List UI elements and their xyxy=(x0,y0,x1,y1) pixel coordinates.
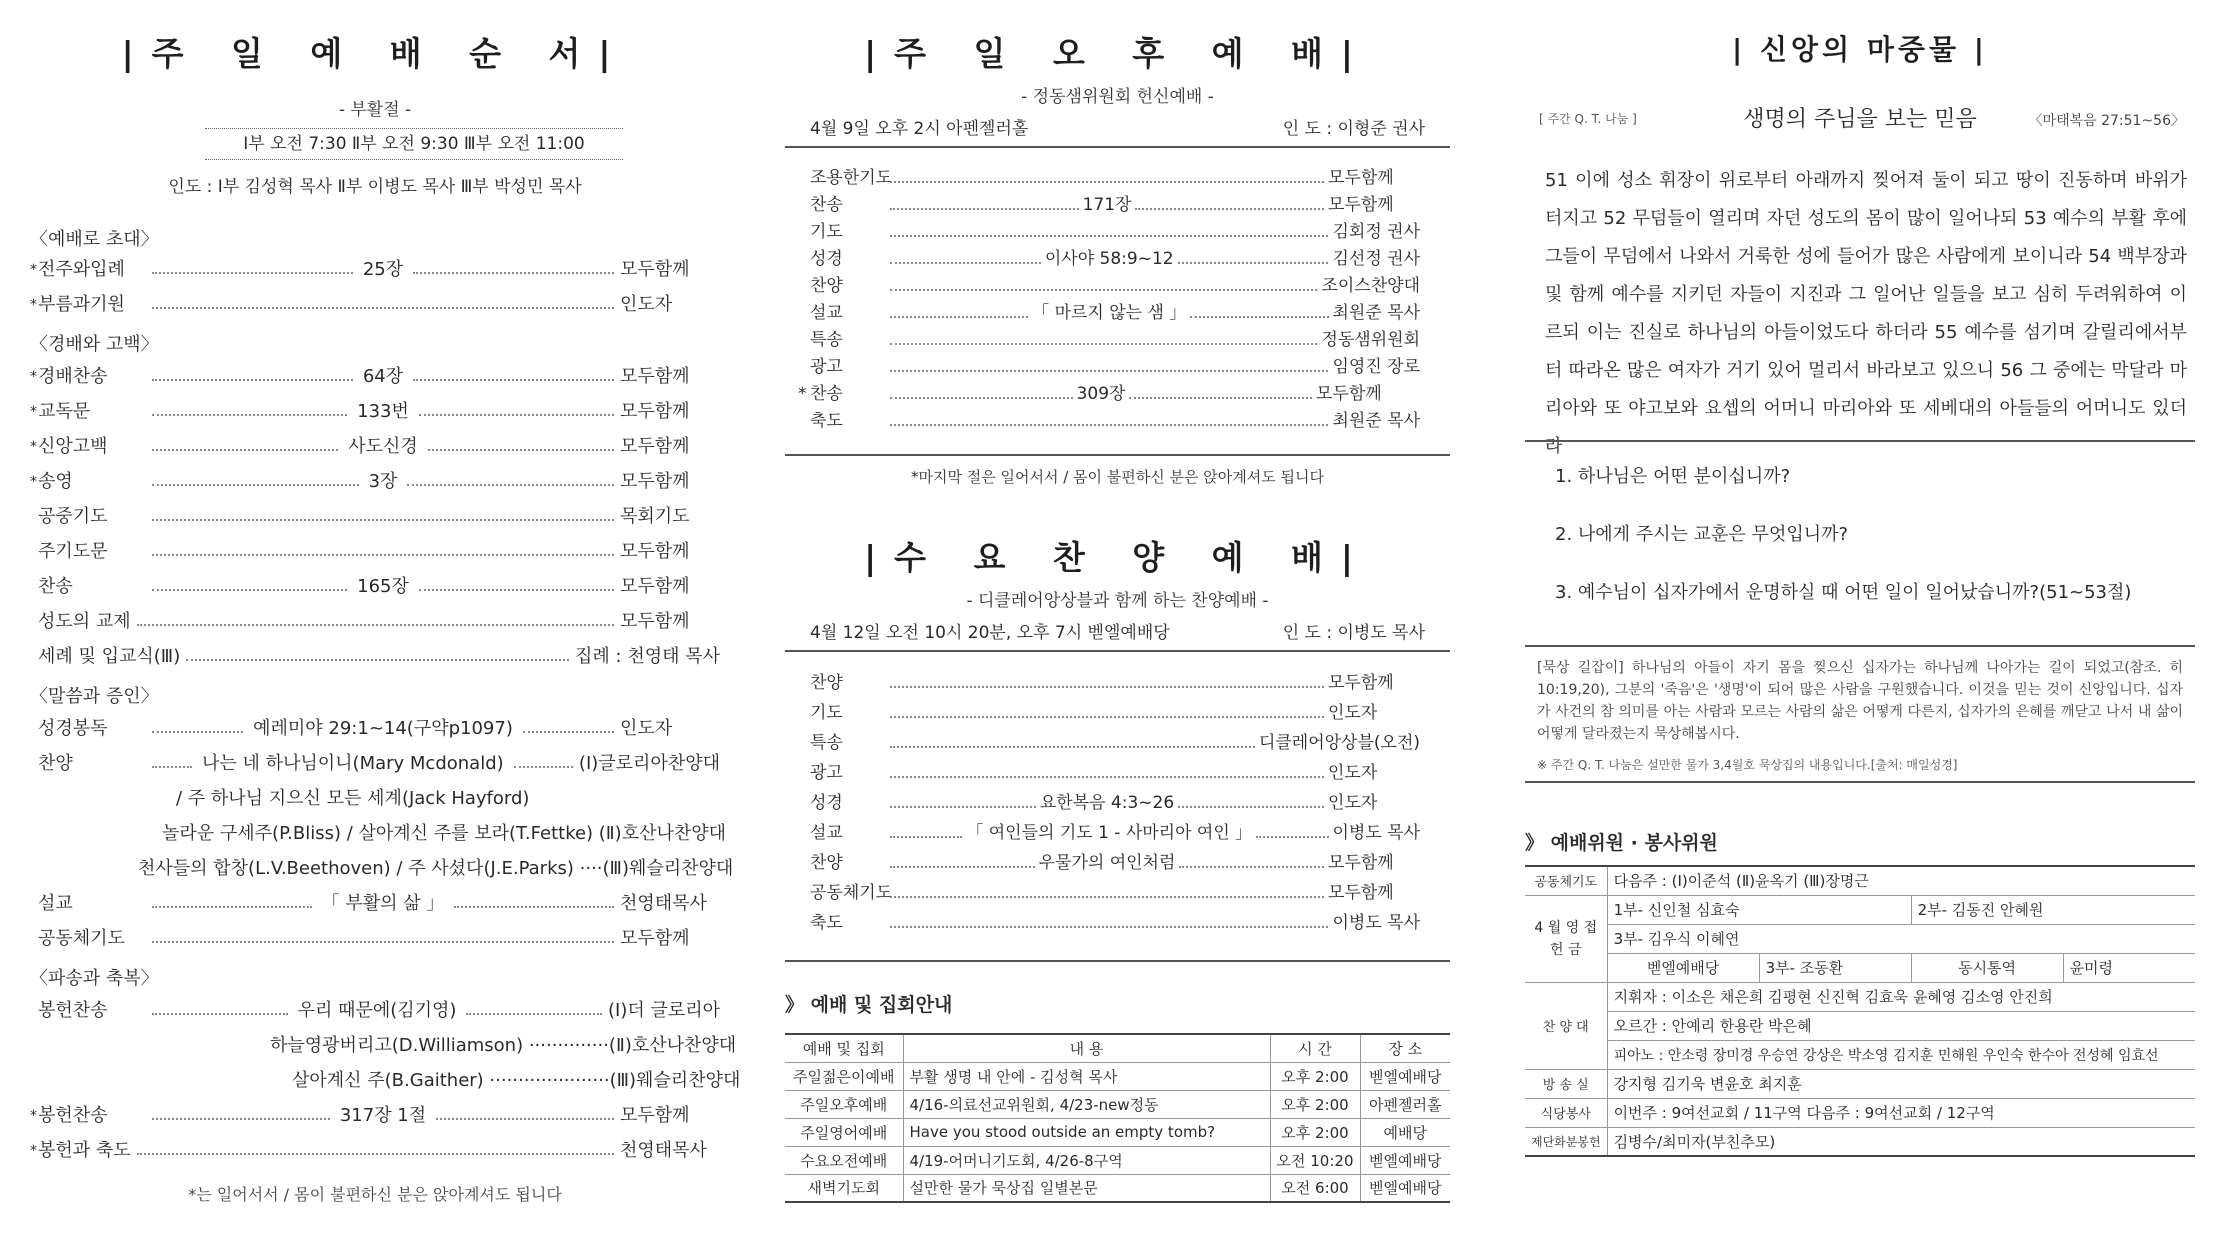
order-name: 봉헌과 축도 xyxy=(38,1140,131,1161)
table-cell: 3부- 김우식 이혜연 xyxy=(1607,924,2195,953)
order-row xyxy=(810,790,1420,817)
order-name: 기도 xyxy=(810,703,843,723)
row-label: 공동체기도 xyxy=(1525,866,1607,895)
notice-heading: 》 예배 및 집회안내 xyxy=(785,994,953,1016)
table-cell: 1부- 신인철 심효숙 xyxy=(1607,895,1911,924)
order-row xyxy=(30,502,720,532)
order-name: 주기도문 xyxy=(38,541,108,562)
order-name: 찬양 xyxy=(810,673,843,693)
order-person: 모두함께 xyxy=(620,611,690,632)
order-row xyxy=(810,850,1420,877)
service-leaders: 인도 : Ⅰ부 김성혁 목사 Ⅱ부 이병도 목사 Ⅲ부 박성민 목사 xyxy=(168,177,582,197)
table-cell: 벧엘예배당 xyxy=(1607,953,1759,982)
order-person: 모두함께 xyxy=(620,401,690,422)
afternoon-footnote: *마지막 절은 일어서서 / 몸이 불편하신 분은 앉아계셔도 됩니다 xyxy=(911,468,1324,486)
order-person: 인도자 xyxy=(1328,703,1378,723)
table-row xyxy=(785,1146,1450,1174)
table-cell: 4/16-의료선교위원회, 4/23-new정동 xyxy=(903,1090,1270,1118)
scripture-text: 51 이에 성소 휘장이 위로부터 아래까지 찢어져 둘이 되고 땅이 진동하며 바위가 터지고 52 무덤들이 열리며 자던 성도의 몸이 많이 일어나되 53 예수의 부활 후에 그들이 무덤에서 나와서 거룩한 성에 들어가 많은 사람에게 보이니라 54 백부장과 및 함께 예수를 지키던 자들이 지진과 그 일어난 일들을 보고 심히 두려워하여 이르되 이는 진실로 하나님의 아들이었도다 하더라 55 예수를 섬기며 갈릴리에서부터 따라온 많은 여자가 거기 있어 멀리서 바라보고 있으니 56 그 중에는 막달라 마리아와 또 야고보와 요셉의 어머니 마리아와 또 세베대의 아들들의 어머니도 있더라 xyxy=(1545,170,2187,457)
order-name: 광고 xyxy=(810,357,843,377)
stand-mark: * xyxy=(798,384,807,404)
table-cell: 오후 2:00 xyxy=(1270,1090,1360,1118)
order-person: 모두함께 xyxy=(620,928,690,949)
order-name: 공중기도 xyxy=(38,506,108,527)
table-cell: 동시통역 xyxy=(1911,953,2063,982)
order-detail: 「 마르지 않는 샘 」 xyxy=(1032,303,1187,323)
wednesday-date: 4월 12일 오전 10시 20분, 오후 7시 벧엘예배당 xyxy=(810,623,1170,643)
order-name: 찬양 xyxy=(38,753,73,774)
committee-heading: 》 예배위원 · 봉사위원 xyxy=(1525,832,1718,854)
order-person: 김선정 권사 xyxy=(1332,249,1420,269)
section-heading: 〈말씀과 증인〉 xyxy=(30,686,159,707)
anthem-line: / 주 하나님 지으신 모든 세계(Jack Hayford) xyxy=(176,788,530,809)
order-row xyxy=(810,730,1420,757)
order-detail: 3장 xyxy=(368,471,398,492)
stand-mark: * xyxy=(30,297,37,313)
order-row xyxy=(30,290,720,320)
divider xyxy=(1525,440,2195,442)
order-person: (Ⅰ)글로리아찬양대 xyxy=(578,753,720,774)
order-detail: 요한복음 4:3~26 xyxy=(1039,793,1175,813)
wednesday-leader: 인 도 : 이병도 목사 xyxy=(1282,623,1425,643)
order-row xyxy=(810,300,1420,327)
table-row xyxy=(1525,1040,2195,1069)
order-row xyxy=(30,642,720,672)
order-name: 성경 xyxy=(810,793,843,813)
order-name: 성경봉독 xyxy=(38,718,108,739)
order-detail: 우리 때문에(김기영) xyxy=(297,1000,457,1021)
table-cell: 오후 2:00 xyxy=(1270,1118,1360,1146)
order-name: 광고 xyxy=(810,763,843,783)
afternoon-worship-subtitle: - 정동샘위원회 헌신예배 - xyxy=(1021,87,1214,107)
order-name: 송영 xyxy=(38,471,73,492)
order-row xyxy=(810,327,1420,354)
stand-mark: * xyxy=(30,404,37,420)
order-person: 모두함께 xyxy=(620,366,690,387)
row-label: 식당봉사 xyxy=(1525,1098,1607,1127)
afternoon-order-box xyxy=(785,148,1450,456)
table-cell: 벧엘예배당 xyxy=(1360,1174,1450,1202)
order-person: 조이스찬양대 xyxy=(1321,276,1420,296)
order-name: 찬양 xyxy=(810,853,843,873)
order-name: 봉헌찬송 xyxy=(38,1105,108,1126)
table-row xyxy=(1525,924,2195,953)
table-cell: 강지형 김기욱 변윤호 최지훈 xyxy=(1607,1069,2195,1098)
anthem-line: 하늘영광버리고(D.Williamson) ··············(Ⅱ)호산나찬양대 xyxy=(270,1035,737,1056)
order-row xyxy=(30,255,720,285)
table-cell: 4/19-어머니기도회, 4/26-8구역 xyxy=(903,1146,1270,1174)
stand-mark: * xyxy=(30,1143,37,1159)
afternoon-wednesday-column xyxy=(785,0,1450,1240)
afternoon-info-bar xyxy=(785,114,1450,148)
row-label: 4 월 영 접 헌 금 xyxy=(1525,895,1607,982)
anthem-line: 살아계신 주(B.Gaither) ·····················(Ⅲ)웨슬리찬양대 xyxy=(292,1070,741,1091)
table-cell: 예배당 xyxy=(1360,1118,1450,1146)
order-row xyxy=(810,670,1420,697)
section-heading: 〈예배로 초대〉 xyxy=(30,229,159,250)
order-person: 최원준 목사 xyxy=(1332,411,1420,431)
order-name: 전주와입례 xyxy=(38,259,125,280)
order-name: 찬송 xyxy=(810,384,843,404)
table-cell: 피아노 : 안소령 장미경 우승연 강상은 박소영 김지훈 민해원 우인숙 한수아 전성혜 임효선 xyxy=(1607,1040,2195,1069)
table-row xyxy=(1525,1069,2195,1098)
table-cell: 오전 10:20 xyxy=(1270,1146,1360,1174)
qt-source: ※ 주간 Q. T. 나눔은 설만한 물가 3,4월호 묵상집의 내용입니다.[출처: 매일성경] xyxy=(1537,758,1958,772)
order-row xyxy=(810,273,1420,300)
table-header: 예배 및 집회 xyxy=(785,1034,903,1062)
stand-mark: * xyxy=(30,439,37,455)
order-name: 공동체기도 xyxy=(810,883,893,903)
table-row xyxy=(785,1118,1450,1146)
question-3: 3. 예수님이 십자가에서 운명하실 때 어떤 일이 일어났습니까?(51~53절) xyxy=(1555,582,2132,603)
order-row xyxy=(810,700,1420,727)
table-row xyxy=(1525,953,2195,982)
table-cell: 주일영어예배 xyxy=(785,1118,903,1146)
order-person: 모두함께 xyxy=(1328,853,1394,873)
order-detail: 317장 1절 xyxy=(339,1105,427,1126)
service-times: Ⅰ부 오전 7:30 Ⅱ부 오전 9:30 Ⅲ부 오전 11:00 xyxy=(205,128,623,160)
standing-footnote: *는 일어서서 / 몸이 불편하신 분은 앉아계셔도 됩니다 xyxy=(188,1185,562,1204)
meditation-text: [묵상 길잡이] 하나님의 아들이 자기 몸을 찢으신 십자가는 하나님께 나아가는 길이 되었고(참조. 히 10:19,20), 그분의 '죽음'은 '생명'이 되어 많은 사람을 구원했습니다. 이것을 믿는 것이 신앙입니다. 십자가 사건의 참 의미를 아는 사람과 모르는 사람의 삶은 어떻게 다른지, 십자가의 은혜를 깨닫고 나서 내 삶이 어떻게 달라졌는지 묵상해봅시다. xyxy=(1537,660,2183,742)
order-name: 봉헌찬송 xyxy=(38,1000,108,1021)
table-header-row xyxy=(785,1034,1450,1062)
qt-heading: 생명의 주님을 보는 믿음 xyxy=(1743,107,1977,132)
order-name: 설교 xyxy=(810,823,843,843)
question-2: 2. 나에게 주시는 교훈은 무엇입니까? xyxy=(1555,524,1849,545)
table-row xyxy=(1525,1011,2195,1040)
order-person: 인도자 xyxy=(1328,793,1378,813)
order-detail: 나는 네 하나님이니(Mary Mcdonald) xyxy=(202,753,504,774)
faith-column xyxy=(1525,0,2195,1240)
order-name: 설교 xyxy=(810,303,843,323)
committee-table xyxy=(1525,865,2195,1157)
table-cell: 주일젊은이예배 xyxy=(785,1062,903,1090)
order-person: 인도자 xyxy=(620,718,673,739)
table-row xyxy=(785,1174,1450,1202)
order-row xyxy=(30,1101,720,1131)
order-person: 모두함께 xyxy=(620,436,690,457)
wednesday-worship-title: |수 요 찬 양 예 배| xyxy=(864,538,1371,577)
order-row xyxy=(30,467,720,497)
order-person: 이병도 목사 xyxy=(1332,823,1421,843)
order-name: 공동체기도 xyxy=(38,928,125,949)
order-person: 모두함께 xyxy=(1328,195,1394,215)
order-name: 찬송 xyxy=(38,576,73,597)
order-name: 성경 xyxy=(810,249,843,269)
order-detail: 「 부활의 삶 」 xyxy=(321,893,445,914)
table-row xyxy=(785,1090,1450,1118)
order-row xyxy=(810,880,1420,907)
order-name: 신앙고백 xyxy=(38,436,108,457)
order-name: 특송 xyxy=(810,733,843,753)
order-name: 성도의 교제 xyxy=(38,611,131,632)
order-person: 천영태목사 xyxy=(620,893,707,914)
order-name: 세례 및 입교식(Ⅲ) xyxy=(38,646,181,667)
qt-header xyxy=(1525,100,2195,140)
order-row xyxy=(30,572,720,602)
wednesday-order-box xyxy=(785,652,1450,962)
order-row xyxy=(30,714,720,744)
row-label: 방 송 실 xyxy=(1525,1069,1607,1098)
order-row xyxy=(30,607,720,637)
order-person: 이병도 목사 xyxy=(1332,913,1420,933)
table-cell: 이번주 : 9여선교회 / 11구역 다음주 : 9여선교회 / 12구역 xyxy=(1607,1098,2195,1127)
anthem-line: 놀라운 구세주(P.Bliss) / 살아계신 주를 보라(T.Fettke) (Ⅱ)호산나찬양대 xyxy=(162,823,727,844)
table-cell: 오후 2:00 xyxy=(1270,1062,1360,1090)
order-detail: 우물가의 여인처럼 xyxy=(1038,853,1176,873)
order-person: 모두함께 xyxy=(1328,883,1394,903)
notice-table xyxy=(785,1033,1450,1203)
order-person: 모두함께 xyxy=(620,541,690,562)
order-row xyxy=(810,165,1420,192)
order-person: 인도자 xyxy=(620,294,673,315)
table-row xyxy=(1525,866,2195,895)
order-name: 찬송 xyxy=(810,195,843,215)
order-row xyxy=(798,381,1408,408)
sunday-worship-subtitle: - 부활절 - xyxy=(338,100,412,120)
order-person: 천영태목사 xyxy=(620,1140,707,1161)
table-cell: 설만한 물가 묵상집 일별본문 xyxy=(903,1174,1270,1202)
table-cell: 다음주 : (Ⅰ)이준석 (Ⅱ)윤옥기 (Ⅲ)장명근 xyxy=(1607,866,2195,895)
order-person: 목회기도 xyxy=(620,506,690,527)
order-name: 설교 xyxy=(38,893,73,914)
row-label: 찬 양 대 xyxy=(1525,982,1607,1069)
order-name: 조용한기도 xyxy=(810,168,893,188)
table-row xyxy=(1525,1098,2195,1127)
order-row xyxy=(30,749,720,779)
order-person: 최원준 목사 xyxy=(1332,303,1421,323)
table-cell: 오전 6:00 xyxy=(1270,1174,1360,1202)
order-person: (Ⅰ)더 글로리아 xyxy=(608,1000,721,1021)
order-row xyxy=(810,820,1420,847)
order-person: 모두함께 xyxy=(620,1105,690,1126)
order-row xyxy=(30,397,720,427)
order-person: 정동샘위원회 xyxy=(1321,330,1420,350)
table-cell: 김병수/최미자(부친추모) xyxy=(1607,1127,2195,1156)
table-row xyxy=(1525,1127,2195,1156)
table-header: 장 소 xyxy=(1360,1034,1450,1062)
anthem-line: 천사들의 합창(L.V.Beethoven) / 주 사셨다(J.E.Parks) ····(Ⅲ)웨슬리찬양대 xyxy=(138,858,734,879)
order-name: 기도 xyxy=(810,222,843,242)
table-cell: 새벽기도회 xyxy=(785,1174,903,1202)
order-row xyxy=(30,889,720,919)
table-row xyxy=(785,1062,1450,1090)
order-name: 찬양 xyxy=(810,276,843,296)
order-person: 모두함께 xyxy=(1328,673,1394,693)
stand-mark: * xyxy=(30,1108,37,1124)
order-person: 디클레어앙상블(오전) xyxy=(1258,733,1420,753)
order-row xyxy=(810,192,1420,219)
order-person: 모두함께 xyxy=(620,259,690,280)
table-row xyxy=(1525,982,2195,1011)
order-detail: 이사야 58:9~12 xyxy=(1044,249,1174,269)
order-detail: 165장 xyxy=(357,576,409,597)
order-row xyxy=(30,924,720,954)
wednesday-info-bar xyxy=(785,618,1450,652)
order-row xyxy=(30,996,720,1026)
afternoon-worship-title: |주 일 오 후 예 배| xyxy=(864,34,1371,73)
table-cell: 벧엘예배당 xyxy=(1360,1062,1450,1090)
order-person: 인도자 xyxy=(1328,763,1378,783)
order-person: 김회정 권사 xyxy=(1332,222,1420,242)
order-row xyxy=(810,354,1420,381)
order-detail: 64장 xyxy=(362,366,404,387)
table-row xyxy=(1525,895,2195,924)
order-row xyxy=(810,219,1420,246)
table-cell: 아펜젤러홀 xyxy=(1360,1090,1450,1118)
order-detail: 309장 xyxy=(1076,384,1126,404)
table-cell: 부활 생명 내 안에 - 김성혁 목사 xyxy=(903,1062,1270,1090)
table-header: 시 간 xyxy=(1270,1034,1360,1062)
table-header: 내 용 xyxy=(903,1034,1270,1062)
table-cell: 3부- 조동환 xyxy=(1759,953,1911,982)
table-cell: 수요오전예배 xyxy=(785,1146,903,1174)
order-row xyxy=(30,432,720,462)
faith-title: | 신앙의 마중물 | xyxy=(1732,33,1988,66)
order-row xyxy=(30,362,720,392)
order-person: 모두함께 xyxy=(620,576,690,597)
order-detail: 예레미야 29:1~14(구약p1097) xyxy=(253,718,513,739)
table-cell: 주일오후예배 xyxy=(785,1090,903,1118)
order-row xyxy=(30,1136,720,1166)
order-name: 부름과기원 xyxy=(38,294,125,315)
question-1: 1. 하나님은 어떤 분이십니까? xyxy=(1555,466,1791,487)
sunday-worship-title: |주 일 예 배 순 서| xyxy=(121,34,629,73)
order-detail: 25장 xyxy=(362,259,404,280)
table-cell: 벧엘예배당 xyxy=(1360,1146,1450,1174)
table-cell: 지휘자 : 이소은 채은희 김평현 신진혁 김효욱 윤혜영 김소영 안진희 xyxy=(1607,982,2195,1011)
section-heading: 〈경배와 고백〉 xyxy=(30,334,159,355)
order-name: 교독문 xyxy=(38,401,91,422)
order-name: 축도 xyxy=(810,913,843,933)
afternoon-date: 4월 9일 오후 2시 아펜젤러홀 xyxy=(810,119,1029,139)
order-detail: 171장 xyxy=(1082,195,1132,215)
order-row xyxy=(30,537,720,567)
table-cell: 오르간 : 안예리 한용란 박은혜 xyxy=(1607,1011,2195,1040)
stand-mark: * xyxy=(30,474,37,490)
stand-mark: * xyxy=(30,262,37,278)
qt-tag: [ 주간 Q. T. 나눔 ] xyxy=(1539,112,1637,126)
order-row xyxy=(810,760,1420,787)
order-person: 모두함께 xyxy=(1328,168,1394,188)
table-cell: Have you stood outside an empty tomb? xyxy=(903,1118,1270,1146)
order-detail: 사도신경 xyxy=(348,436,418,457)
order-row xyxy=(810,910,1420,937)
section-heading: 〈파송과 축복〉 xyxy=(30,968,159,989)
row-label: 제단화분봉헌 xyxy=(1525,1127,1607,1156)
order-row xyxy=(810,246,1420,273)
order-detail: 「 여인들의 기도 1 - 사마리아 여인 」 xyxy=(966,823,1253,843)
order-person: 임영진 장로 xyxy=(1332,357,1420,377)
order-name: 경배찬송 xyxy=(38,366,108,387)
table-cell: 윤미령 xyxy=(2063,953,2195,982)
sunday-worship-column xyxy=(30,0,741,1240)
afternoon-leader: 인 도 : 이형준 권사 xyxy=(1282,119,1425,139)
order-name: 특송 xyxy=(810,330,843,350)
stand-mark: * xyxy=(30,369,37,385)
order-detail: 133번 xyxy=(357,401,409,422)
order-person: 모두함께 xyxy=(620,471,690,492)
qt-reference: 〈마태복음 27:51~56〉 xyxy=(2028,113,2185,129)
order-person: 모두함께 xyxy=(1316,384,1382,404)
wednesday-worship-subtitle: - 디클레어앙상블과 함께 하는 찬양예배 - xyxy=(966,591,1269,611)
order-row xyxy=(810,408,1420,435)
table-cell: 2부- 김동진 안혜원 xyxy=(1911,895,2195,924)
order-person: 집례 : 천영태 목사 xyxy=(575,646,720,667)
order-name: 축도 xyxy=(810,411,843,431)
